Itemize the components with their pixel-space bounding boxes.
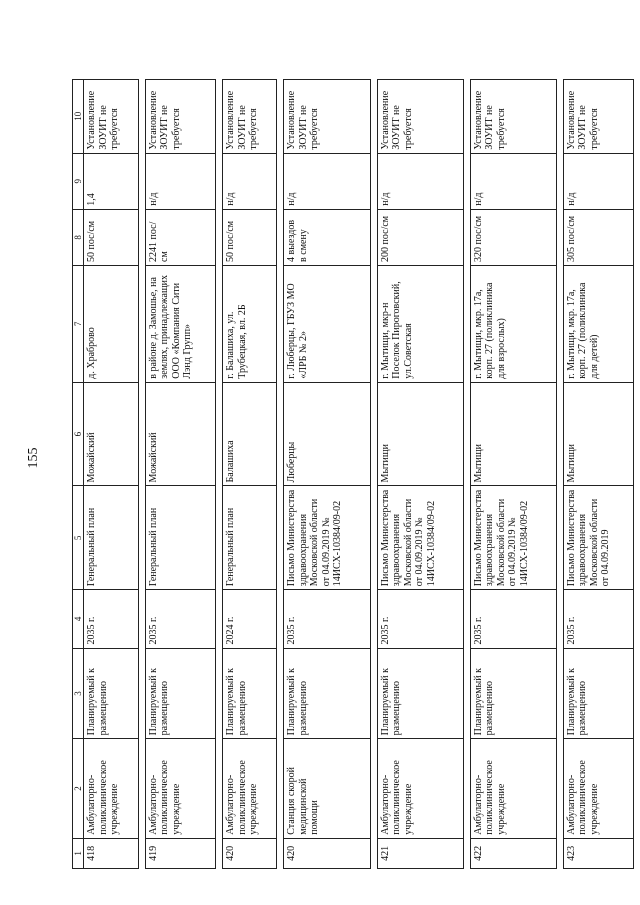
column-number-row [73,80,84,869]
column-number: 6 [73,382,84,486]
cell-year: 2035 г. [470,590,556,648]
cell-capacity: 305 пос/см [563,209,633,265]
cell-zone-info: Установление ЗОУИТ не требуется [223,80,277,154]
table-container [72,79,634,869]
cell-basis-document: Генеральный план [145,486,215,590]
cell-year: 2035 г. [84,590,138,648]
cell-row-number: 420 [223,838,277,868]
cell-status: Планируемый к размещению [377,648,463,739]
row-spacer [277,80,284,869]
cell-basis-document: Письмо Министерства здравоохранения Московской области от 04.09.2019 № 14ИСХ-10384/09-02 [470,486,556,590]
cell-capacity: 200 пос/см [377,209,463,265]
table-row [284,80,370,869]
table-row [223,80,277,869]
row-spacer [370,80,377,869]
cell-facility-type: Амбулаторно-поликлиническое учреждение [223,739,277,838]
cell-facility-type: Амбулаторно-поликлиническое учреждение [563,739,633,838]
column-number: 8 [73,209,84,265]
cell-status: Планируемый к размещению [145,648,215,739]
cell-zone-info: Установление ЗОУИТ не требуется [377,80,463,154]
cell-zone-info: Установление ЗОУИТ не требуется [563,80,633,154]
cell-location: г. Мытищи, мкр. 17а, корп. 27 (поликлиника для взрослых) [470,265,556,382]
table-row [145,80,215,869]
cell-area: н/д [284,153,370,209]
row-spacer [556,80,563,869]
cell-location: г. Мытищи, мкр-н Поселок Пироговский, ул.Советская [377,265,463,382]
row-spacer-cell [277,80,284,869]
row-spacer-cell [370,80,377,869]
column-number: 7 [73,265,84,382]
cell-row-number: 418 [84,838,138,868]
cell-location: г. Мытищи, мкр. 17а, корп. 27 (поликлиника для детей) [563,265,633,382]
cell-year: 2035 г. [563,590,633,648]
cell-status: Планируемый к размещению [84,648,138,739]
cell-status: Планируемый к размещению [563,648,633,739]
cell-location: г. Люберцы, ГБУЗ МО «ЛРБ № 2» [284,265,370,382]
column-number: 10 [73,80,84,154]
cell-capacity: 50 пос/см [84,209,138,265]
table-row [470,80,556,869]
row-spacer-cell [556,80,563,869]
cell-area: н/д [223,153,277,209]
row-spacer-cell [463,80,470,869]
cell-row-number: 421 [377,838,463,868]
cell-status: Планируемый к размещению [223,648,277,739]
cell-location: в районе д. Замошье, на землях, принадлежащих ООО «Компания Сити Лэнд Групп» [145,265,215,382]
cell-basis-document: Письмо Министерства здравоохранения Московской области от 04.09.2019 № 14ИСХ-10384/09-02 [284,486,370,590]
cell-zone-info: Установление ЗОУИТ не требуется [145,80,215,154]
cell-facility-type: Амбулаторно-поликлиническое учреждение [145,739,215,838]
cell-area: н/д [470,153,556,209]
cell-status: Планируемый к размещению [470,648,556,739]
column-number: 9 [73,153,84,209]
row-spacer [138,80,145,869]
row-spacer-cell [138,80,145,869]
cell-facility-type: Амбулаторно-поликлиническое учреждение [84,739,138,838]
cell-zone-info: Установление ЗОУИТ не требуется [284,80,370,154]
cell-district: Балашиха [223,382,277,486]
cell-district: Можайский [145,382,215,486]
cell-capacity: 50 пос/см [223,209,277,265]
cell-district: Можайский [84,382,138,486]
cell-area: н/д [563,153,633,209]
column-number: 5 [73,486,84,590]
cell-facility-type: Станция скорой медицинской помощи [284,739,370,838]
table-row [84,80,138,869]
column-number: 1 [73,838,84,868]
cell-area: н/д [377,153,463,209]
cell-district: Мытищи [377,382,463,486]
cell-area: н/д [145,153,215,209]
cell-basis-document: Письмо Министерства здравоохранения Московской области от 04.09.2019 [563,486,633,590]
cell-zone-info: Установление ЗОУИТ не требуется [84,80,138,154]
cell-capacity: 4 выездов в смену [284,209,370,265]
cell-row-number: 423 [563,838,633,868]
column-number: 3 [73,648,84,739]
cell-basis-document: Генеральный план [223,486,277,590]
cell-row-number: 422 [470,838,556,868]
cell-year: 2035 г. [377,590,463,648]
cell-capacity: 2241 пос/см [145,209,215,265]
table-row [377,80,463,869]
cell-area: 1,4 [84,153,138,209]
cell-year: 2035 г. [145,590,215,648]
page-number: 155 [26,447,41,469]
cell-facility-type: Амбулаторно-поликлиническое учреждение [377,739,463,838]
cell-zone-info: Установление ЗОУИТ не требуется [470,80,556,154]
row-spacer-cell [216,80,223,869]
cell-district: Мытищи [563,382,633,486]
cell-row-number: 420 [284,838,370,868]
row-spacer [463,80,470,869]
cell-facility-type: Амбулаторно-поликлиническое учреждение [470,739,556,838]
cell-location: д. Храброво [84,265,138,382]
cell-year: 2024 г. [223,590,277,648]
facilities-table [72,79,634,869]
row-spacer [216,80,223,869]
column-number: 2 [73,739,84,838]
table-row [563,80,633,869]
cell-district: Мытищи [470,382,556,486]
cell-location: г. Балашиха, ул. Трубецкая, вл. 2Б [223,265,277,382]
cell-row-number: 419 [145,838,215,868]
cell-district: Люберцы [284,382,370,486]
cell-basis-document: Письмо Министерства здравоохранения Московской области от 04.09.2019 № 14ИСХ-10384/09-02 [377,486,463,590]
cell-capacity: 320 пос/см [470,209,556,265]
cell-basis-document: Генеральный план [84,486,138,590]
column-number: 4 [73,590,84,648]
cell-year: 2035 г. [284,590,370,648]
cell-status: Планируемый к размещению [284,648,370,739]
